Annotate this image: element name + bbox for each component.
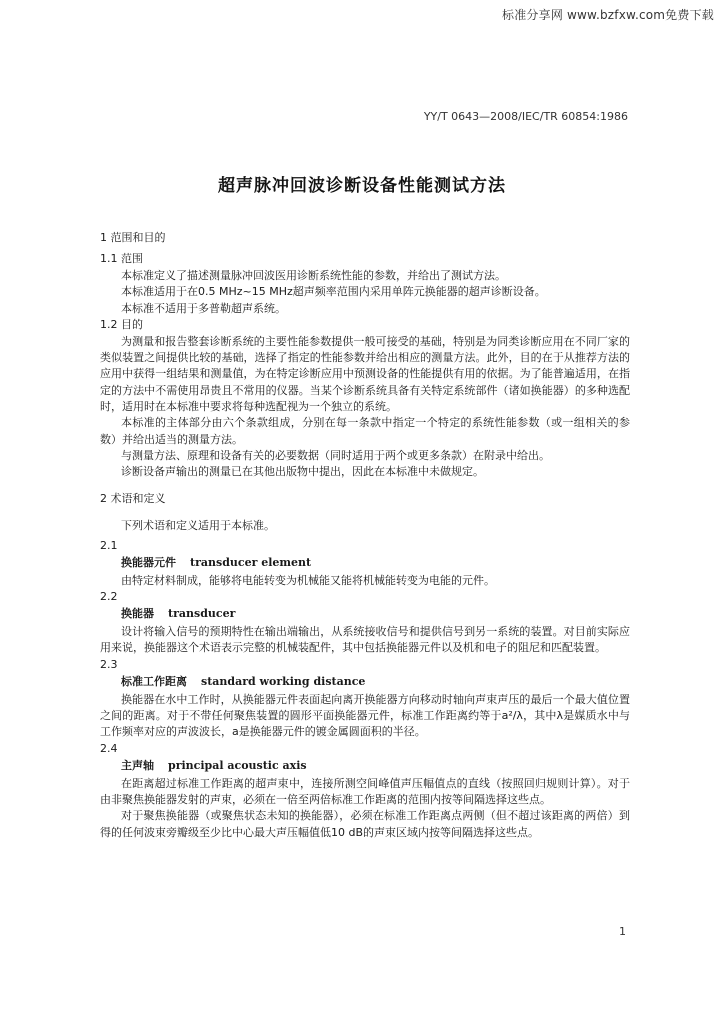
term-entry bbox=[100, 538, 630, 589]
section-1-2-paragraph: 本标准的主体部分由六个条款组成，分别在每一条款中指定一个特定的系统性能参数（或一组相关的参数）并给出适当的测量方法。 bbox=[100, 416, 630, 446]
section-1-1-paragraph: 本标准不适用于多普勒超声系统。 bbox=[121, 301, 286, 315]
watermark-text: 标准分享网 www.bzfxw.com免费下载 bbox=[502, 8, 714, 22]
section-1-2-paragraph: 诊断设备声输出的测量已在其他出版物中提出，因此在本标准中未做规定。 bbox=[121, 465, 484, 479]
term-english: transducer element bbox=[190, 555, 312, 569]
section-1-1-heading: 1.1 范围 bbox=[100, 252, 143, 265]
page-number: 1 bbox=[619, 925, 626, 938]
page-title: 超声脉冲回波诊断设备性能测试方法 bbox=[218, 176, 506, 196]
term-entry bbox=[100, 657, 630, 741]
term-number: 2.3 bbox=[100, 657, 118, 671]
term-definition: 换能器在水中工作时，从换能器元件表面起向离开换能器方向移动时轴向声束声压的最后一个最大值位置之间的距离。对于不带任何聚焦装置的圆形平面换能器元件，标准工作距离约等于a²/λ，其中λ是媒质水中与工作频率对应的声波波长，a是换能器元件的镀金属圆面积的半径。 bbox=[100, 692, 630, 739]
section-1-heading: 1 范围和目的 bbox=[100, 231, 166, 244]
term-definition: 由特定材料制成，能够将电能转变为机械能又能将机械能转变为电能的元件。 bbox=[121, 573, 495, 587]
section-1-2-paragraph: 与测量方法、原理和设备有关的必要数据（同时适用于两个或更多条款）在附录中给出。 bbox=[121, 448, 550, 462]
section-2-intro: 下列术语和定义适用于本标准。 bbox=[121, 518, 275, 532]
standard-number: YY/T 0643—2008/IEC/TR 60854:1986 bbox=[423, 110, 628, 123]
term-title bbox=[100, 606, 630, 624]
term-title bbox=[100, 555, 630, 573]
term-definition: 在距离超过标准工作距离的超声束中，连接所测空间峰值声压幅值点的直线（按照回归规则计算）。对于由非聚焦换能器发射的声束，必须在一倍至两倍标准工作距离的范围内按等间隔选择这些点。 bbox=[100, 776, 630, 806]
term-entry bbox=[100, 741, 630, 841]
term-english: principal acoustic axis bbox=[168, 758, 307, 772]
section-1-2-paragraph: 为测量和报告整套诊断系统的主要性能参数提供一般可接受的基础，特别是为同类诊断应用在不同厂家的类似装置之间提供比较的基础，选择了指定的性能参数并给出相应的测量方法。此外，目的在于从推荐方法的应用中获得一组结果和测量值，为在特定诊断应用中预测设备的性能提供有用的依据。为了能普遍适用，在指定的方法中不需使用昂贵且不常用的仪器。当某个诊断系统具备有关特定系统部件（诸如换能器）的多种选配时，适用时在本标准中要求将每种选配视为一个独立的系统。 bbox=[100, 334, 630, 414]
term-chinese: 标准工作距离 bbox=[121, 674, 187, 688]
section-1-2-heading: 1.2 目的 bbox=[100, 317, 143, 331]
section-2-heading: 2 术语和定义 bbox=[100, 491, 166, 505]
term-chinese: 换能器元件 bbox=[121, 555, 176, 569]
term-number: 2.2 bbox=[100, 590, 118, 604]
section-1-1-paragraph: 本标准定义了描述测量脉冲回波医用诊断系统性能的参数，并给出了测试方法。 bbox=[121, 269, 506, 282]
term-number: 2.4 bbox=[100, 741, 118, 755]
term-english: standard working distance bbox=[201, 674, 366, 688]
term-definition: 对于聚焦换能器（或聚焦状态未知的换能器），必须在标准工作距离点两侧（但不超过该距离的两倍）到得的任何波束旁瓣级至少比中心最大声压幅值低10 dB的声束区域内按等间隔选择这些点。 bbox=[100, 809, 630, 839]
term-english: transducer bbox=[168, 607, 236, 621]
term-chinese: 换能器 bbox=[121, 607, 154, 621]
document-body bbox=[100, 230, 630, 841]
term-entry bbox=[100, 589, 630, 657]
term-number: 2.1 bbox=[100, 538, 118, 552]
term-definition: 设计将输入信号的预期特性在输出端输出，从系统接收信号和提供信号到另一系统的装置。对目前实际应用来说，换能器这个术语表示完整的机械装配件，其中包括换能器元件以及机和电子的阻尼和匹配装置。 bbox=[100, 625, 630, 655]
section-1-1-paragraph: 本标准适用于在0.5 MHz~15 MHz超声频率范围内采用单阵元换能器的超声诊断设备。 bbox=[121, 285, 546, 299]
term-title bbox=[100, 758, 630, 776]
term-chinese: 主声轴 bbox=[121, 758, 154, 772]
term-title bbox=[100, 674, 630, 692]
